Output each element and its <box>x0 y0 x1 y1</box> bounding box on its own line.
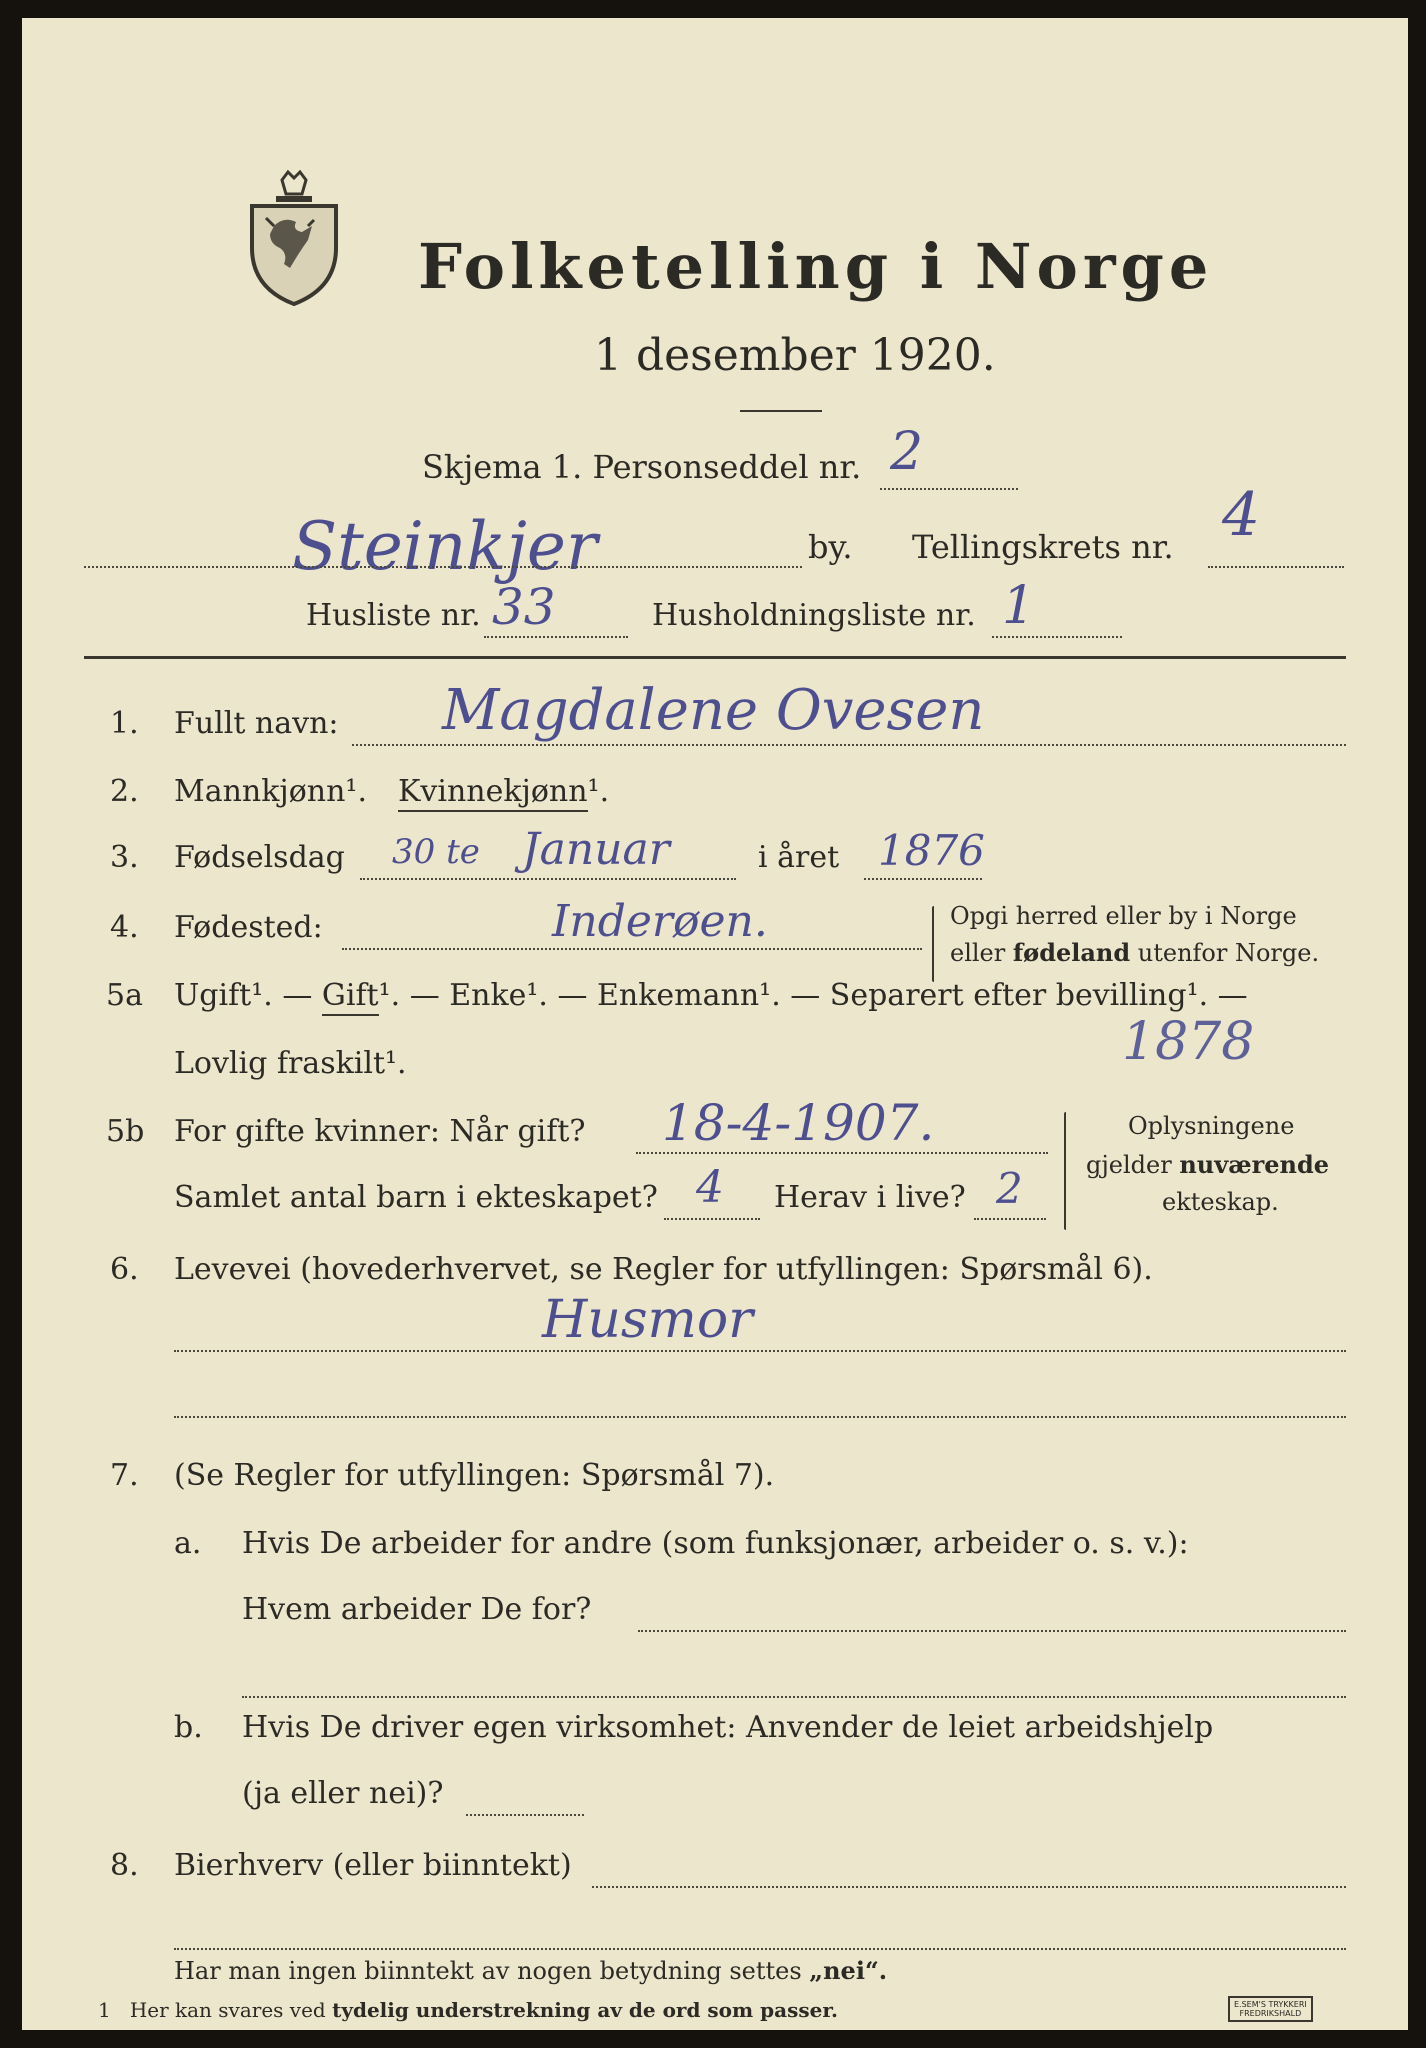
q4-value[interactable]: Inderøen. <box>552 896 768 947</box>
q1-label: Fullt navn: <box>174 706 339 741</box>
census-form <box>22 18 1408 2030</box>
husholdning-label: Husholdningsliste nr. <box>652 598 976 633</box>
skjema-line <box>880 488 1018 490</box>
q7a-line1[interactable] <box>638 1630 1346 1632</box>
q3-number: 3. <box>110 840 139 875</box>
q5b-brace <box>1064 1112 1066 1230</box>
q4-label: Fødested: <box>174 910 323 945</box>
form-title: Folketelling i Norge <box>418 230 1214 303</box>
husliste-line <box>484 636 628 638</box>
husholdning-value[interactable]: 1 <box>1002 576 1036 636</box>
q5b-number: 5b <box>106 1114 145 1149</box>
q4-note-line1: Opgi herred eller by i Norge <box>950 902 1297 930</box>
q5b-children-line <box>664 1218 760 1220</box>
q5a-ugift: Ugift¹. — <box>174 978 313 1013</box>
q6-label: Levevei (hovederhvervet, se Regler for utfyllingen: Spørsmål 6). <box>174 1252 1153 1287</box>
q7b-question: (ja eller nei)? <box>242 1776 444 1811</box>
q6-number: 6. <box>110 1252 139 1287</box>
q5b-alive-label: Herav i live? <box>774 1180 966 1215</box>
skjema-value[interactable]: 2 <box>890 422 924 482</box>
q2-female-selected[interactable]: Kvinnekjønn <box>398 774 588 812</box>
tellingskrets-label: Tellingskrets nr. <box>912 528 1174 566</box>
q6-value[interactable]: Husmor <box>542 1290 753 1350</box>
tellingskrets-line <box>1208 566 1344 568</box>
q5b-note-line2: gjelder nuværende <box>1086 1150 1330 1179</box>
q2-female-sup: ¹. <box>587 774 610 809</box>
form-date: 1 desember 1920. <box>594 330 996 381</box>
q5b-when-line <box>636 1152 1048 1154</box>
q2-number: 2. <box>110 774 139 809</box>
q5b-label: For gifte kvinner: Når gift? <box>174 1114 586 1149</box>
q1-line <box>352 744 1346 746</box>
q8-number: 8. <box>110 1848 139 1883</box>
q3-label: Fødselsdag <box>174 840 345 875</box>
q1-value[interactable]: Magdalene Ovesen <box>442 678 985 743</box>
q5a-options <box>174 978 1248 1013</box>
husliste-value[interactable]: 33 <box>492 578 556 636</box>
q7-label: (Se Regler for utfyllingen: Spørsmål 7). <box>174 1458 775 1493</box>
husliste-label: Husliste nr. <box>306 598 481 633</box>
q6-line2 <box>174 1416 1346 1418</box>
q5a-rest: ¹. — Enke¹. — Enkemann¹. — Separert efter bevilling¹. — <box>378 978 1248 1013</box>
q7a-question: Hvem arbeider De for? <box>242 1592 592 1627</box>
skjema-label: Skjema 1. Personseddel nr. <box>422 448 862 486</box>
footer-note: Har man ingen biinntekt av nogen betydning settes „nei“. <box>174 1956 888 1985</box>
q5b-note-line3: ekteskap. <box>1162 1188 1279 1216</box>
q3-day[interactable]: 30 te <box>392 832 480 872</box>
q3-year-label: i året <box>758 840 840 875</box>
coat-of-arms-icon <box>244 168 344 308</box>
q7a-text: Hvis De arbeider for andre (som funksjonær, arbeider o. s. v.): <box>242 1526 1189 1561</box>
q2-male: Mannkjønn¹. <box>174 774 367 809</box>
husholdning-line <box>992 636 1122 638</box>
q5a-line2: Lovlig fraskilt¹. <box>174 1046 407 1081</box>
q5b-children-label: Samlet antal barn i ekteskapet? <box>174 1180 658 1215</box>
q7a-line2[interactable] <box>242 1696 1346 1698</box>
q8-line2[interactable] <box>174 1948 1346 1950</box>
q7a-letter: a. <box>174 1526 202 1561</box>
divider <box>740 410 822 412</box>
q7b-letter: b. <box>174 1710 203 1745</box>
q5a-extra-note: 1878 <box>1122 1012 1255 1072</box>
q8-line1[interactable] <box>592 1886 1346 1888</box>
printer-stamp: E.SEM'S TRYKKERI FREDRIKSHALD <box>1228 1996 1313 2022</box>
q7-number: 7. <box>110 1458 139 1493</box>
q5b-note-line1: Oplysningene <box>1128 1112 1295 1140</box>
q4-note-line2: eller fødeland utenfor Norge. <box>950 938 1320 967</box>
q5a-gift-selected[interactable]: Gift <box>322 978 379 1016</box>
q5b-alive-value[interactable]: 2 <box>996 1164 1023 1213</box>
q4-line <box>342 948 922 950</box>
tellingskrets-value[interactable]: 4 <box>1222 480 1261 550</box>
q2-female-group <box>398 774 609 809</box>
q1-number: 1. <box>110 706 139 741</box>
q5b-alive-line <box>974 1218 1046 1220</box>
q3-year-line <box>864 878 982 880</box>
town-value[interactable]: Steinkjer <box>292 508 598 585</box>
q5a-number: 5a <box>106 978 143 1013</box>
by-label: by. <box>808 528 853 566</box>
q3-date-line <box>360 878 736 880</box>
q8-label: Bierhverv (eller biinntekt) <box>174 1848 572 1883</box>
q3-year[interactable]: 1876 <box>878 826 985 875</box>
q3-month[interactable]: Januar <box>522 824 670 875</box>
footnote: 1 Her kan svares ved tydelig understrekning av de ord som passer. <box>98 1998 838 2022</box>
q4-brace <box>932 906 934 982</box>
header-divider <box>84 656 1346 659</box>
q7b-text: Hvis De driver egen virksomhet: Anvender de leiet arbeidshjelp <box>242 1710 1214 1745</box>
q6-line1 <box>174 1350 1346 1352</box>
q5b-when-value[interactable]: 18-4-1907. <box>662 1094 935 1152</box>
q5b-children-value[interactable]: 4 <box>696 1162 724 1213</box>
q7b-line[interactable] <box>466 1814 584 1816</box>
town-line <box>84 566 802 568</box>
q4-number: 4. <box>110 910 139 945</box>
